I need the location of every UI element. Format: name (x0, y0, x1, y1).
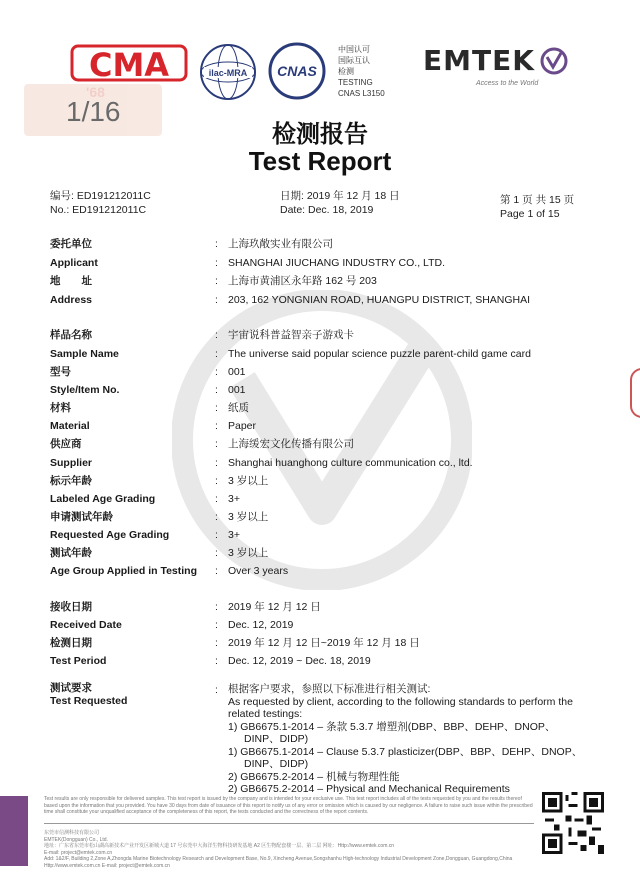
footer-divider (44, 823, 534, 824)
field-label: 地 址 (50, 275, 92, 287)
footer-email: E-mail: project@emtek.com.cn (44, 849, 113, 856)
colon: : (215, 601, 218, 613)
field-row (50, 490, 610, 508)
report-number-cn: 编号: ED191212011C (50, 190, 151, 202)
report-number-en: No.: ED191212011C (50, 204, 147, 216)
emtek-logo-text: EMTEK (423, 44, 535, 77)
field-value: 001 (228, 366, 246, 378)
page-count-cn: 第 1 页 共 15 页 (500, 194, 575, 206)
field-value: Dec. 12, 2019 ~ Dec. 18, 2019 (228, 655, 371, 667)
colon: : (215, 238, 218, 250)
test-requested-intro-en: As requested by client, according to the following standards to perform the related testings: (228, 695, 573, 720)
colon: : (215, 348, 218, 360)
seam-stamp-edge (630, 368, 640, 418)
colon: : (215, 384, 218, 396)
field-row (50, 435, 610, 453)
field-value: 2019 年 12 月 12 日~2019 年 12 月 18 日 (228, 637, 420, 649)
test-requested-label-en: Test Requested (50, 695, 128, 707)
footer-company-cn: 东莞市信测科技有限公司 (44, 830, 100, 836)
field-label: 型号 (50, 366, 71, 378)
field-row (50, 272, 610, 290)
field-row (50, 399, 610, 417)
cnas-caption (338, 44, 385, 99)
colon: : (215, 257, 218, 269)
footer-disclaimer: Test results are only responsible for delivered samples. This test report is issued by the company and is intended for your exclusive use. This test report includes all of the tests requested by you and the results thereof based upon the information that you provided. You have 30 days from date of issuance of this report to notify us of any error or omission which is caused by our negligence. A failure to raise such issue within the prescribed time shall constitute your unqualified acceptance of the completeness of this report, the tests conducted and the correctness of the report contents. (44, 796, 533, 815)
field-row (50, 634, 610, 652)
field-row (50, 326, 610, 344)
field-value: 宇宙说科普益智亲子游戏卡 (228, 329, 354, 341)
field-label: 供应商 (50, 438, 82, 450)
test-standard-item: 1) GB6675.1-2014 – Clause 5.3.7 plasticizer(DBP、BBP、DEHP、DNOP、DINP、DIDP) (228, 745, 583, 770)
cnas-logo-icon (268, 42, 326, 100)
field-row (50, 454, 610, 472)
field-label: Supplier (50, 457, 93, 469)
field-label: Requested Age Grading (50, 529, 170, 541)
field-row (50, 562, 610, 580)
field-label: Received Date (50, 619, 122, 631)
colon: : (215, 438, 218, 450)
cma-letters: CMA (88, 46, 170, 84)
field-value: 3 岁以上 (228, 547, 269, 559)
test-requested-label-cn: 测试要求 (50, 682, 92, 694)
cnas-line: 检测 (338, 67, 354, 76)
emtek-check-icon (540, 47, 568, 75)
field-label: Applicant (50, 257, 98, 269)
colon: : (215, 655, 218, 667)
field-value: 3+ (228, 493, 240, 505)
report-date-en: Date: Dec. 18, 2019 (280, 204, 374, 216)
colon: : (215, 529, 218, 541)
colon: : (215, 684, 218, 696)
field-value: 2019 年 12 月 12 日 (228, 601, 321, 613)
colon: : (215, 457, 218, 469)
field-row (50, 472, 610, 490)
colon: : (215, 619, 218, 631)
report-title-en: Test Report (248, 146, 392, 176)
field-row (50, 254, 610, 272)
colon: : (215, 547, 218, 559)
test-standard-item: 1) GB6675.1-2014 – 条款 5.3.7 增塑剂(DBP、BBP、DEHP、DNOP、DINP、DIDP) (228, 720, 556, 745)
field-label: 样品名称 (50, 329, 92, 341)
report-title-cn: 检测报告 (272, 119, 368, 148)
cnas-text: CNAS (277, 63, 317, 79)
colon: : (215, 294, 218, 306)
field-value: 纸质 (228, 402, 249, 414)
cma-logo (70, 42, 188, 84)
field-label: 委托单位 (50, 238, 92, 250)
field-label: Material (50, 420, 90, 432)
field-row (50, 235, 610, 253)
field-value: 3 岁以上 (228, 475, 269, 487)
field-row (50, 598, 610, 616)
field-row (50, 417, 610, 435)
colon: : (215, 565, 218, 577)
field-row (50, 616, 610, 634)
cnas-line: 中国认可 (338, 45, 370, 54)
edge-stamp (0, 796, 28, 866)
field-row (50, 526, 610, 544)
field-value: Paper (228, 420, 257, 432)
colon: : (215, 475, 218, 487)
page-indicator-text: 1/16 (66, 96, 121, 127)
field-label: Style/Item No. (50, 384, 120, 396)
field-label: 检测日期 (50, 637, 92, 649)
field-value: 001 (228, 384, 246, 396)
field-row (50, 544, 610, 562)
field-row (50, 381, 610, 399)
field-label: 标示年龄 (50, 475, 92, 487)
field-value: 3+ (228, 529, 240, 541)
emtek-tagline: Access to the World (476, 80, 539, 87)
test-requested-body (228, 683, 588, 796)
report-date-cn: 日期: 2019 年 12 月 18 日 (280, 190, 400, 202)
field-label: Age Group Applied in Testing (50, 565, 197, 577)
colon: : (215, 420, 218, 432)
colon: : (215, 275, 218, 287)
field-label: 材料 (50, 402, 71, 414)
field-label: Test Period (50, 655, 107, 667)
colon: : (215, 493, 218, 505)
footer-address-en: Add: 1&2/F, Building 2,Zone A,Zhongda Marine Biotechnology Research and Development Base, No.9, Xincheng Avenue,Songshanhu High-technology Industrial Development Zone,Dongguan, Guangdong,China Http://www.emtek.com.cn E-mail: project@emtek.com.cn (44, 856, 513, 869)
test-standard-item: 2) GB6675.2-2014 – 机械与物理性能 (228, 770, 400, 783)
test-standard-item: 2) GB6675.2-2014 – Physical and Mechanical Requirements (228, 783, 510, 795)
test-requested-intro-cn: 根据客户要求，参照以下标准进行相关测试: (228, 683, 431, 695)
footer-address-cn: 地址：广东省东莞市松山湖高新技术产业开发区新城大道 17 号东莞中大海洋生物科技研发基地 A2 区生物配套楼一层、第二层 网址：Http://www.emtek.com.cn (44, 843, 395, 849)
field-value: 203, 162 YONGNIAN ROAD, HUANGPU DISTRICT, SHANGHAI (228, 294, 531, 306)
field-row (50, 363, 610, 381)
page-count-en: Page 1 of 15 (500, 208, 560, 220)
colon: : (215, 329, 218, 341)
field-value: 上海市黄浦区永年路 162 号 203 (228, 275, 377, 287)
field-value: Shanghai huanghong culture communication co., ltd. (228, 457, 473, 469)
test-requested-label (50, 682, 127, 708)
qr-code-icon (542, 792, 604, 854)
field-label: 接收日期 (50, 601, 92, 613)
colon: : (215, 366, 218, 378)
field-value: 上海玖敞实业有限公司 (228, 238, 333, 250)
field-row (50, 291, 610, 309)
report-number (50, 189, 151, 217)
field-value: 上海缓宏文化传播有限公司 (228, 438, 354, 450)
cnas-line: CNAS L3150 (338, 89, 385, 98)
cnas-line: 国际互认 (338, 56, 370, 65)
cnas-line: TESTING (338, 78, 373, 87)
field-label: Sample Name (50, 348, 119, 360)
colon: : (215, 637, 218, 649)
footer-company-en: EMTEK(Dongguan) Co., Ltd. (44, 836, 108, 843)
colon: : (215, 511, 218, 523)
field-label: 测试年龄 (50, 547, 92, 559)
cma-mark-icon (70, 42, 188, 84)
field-label: Labeled Age Grading (50, 493, 156, 505)
footer-address (44, 830, 524, 869)
field-row (50, 345, 610, 363)
field-value: The universe said popular science puzzle parent-child game card (228, 348, 531, 360)
ilac-text: ilac-MRA (208, 68, 248, 78)
page-count (500, 193, 574, 221)
field-label: 申请测试年龄 (50, 511, 113, 523)
ilac-mra-logo-icon (198, 42, 258, 102)
field-row (50, 652, 610, 670)
field-label: Address (50, 294, 93, 306)
field-row (50, 508, 610, 526)
field-value: 3 岁以上 (228, 511, 269, 523)
colon: : (215, 402, 218, 414)
report-date (280, 189, 400, 217)
field-value: Over 3 years (228, 565, 289, 577)
field-value: SHANGHAI JIUCHANG INDUSTRY CO., LTD. (228, 257, 446, 269)
field-value: Dec. 12, 2019 (228, 619, 294, 631)
